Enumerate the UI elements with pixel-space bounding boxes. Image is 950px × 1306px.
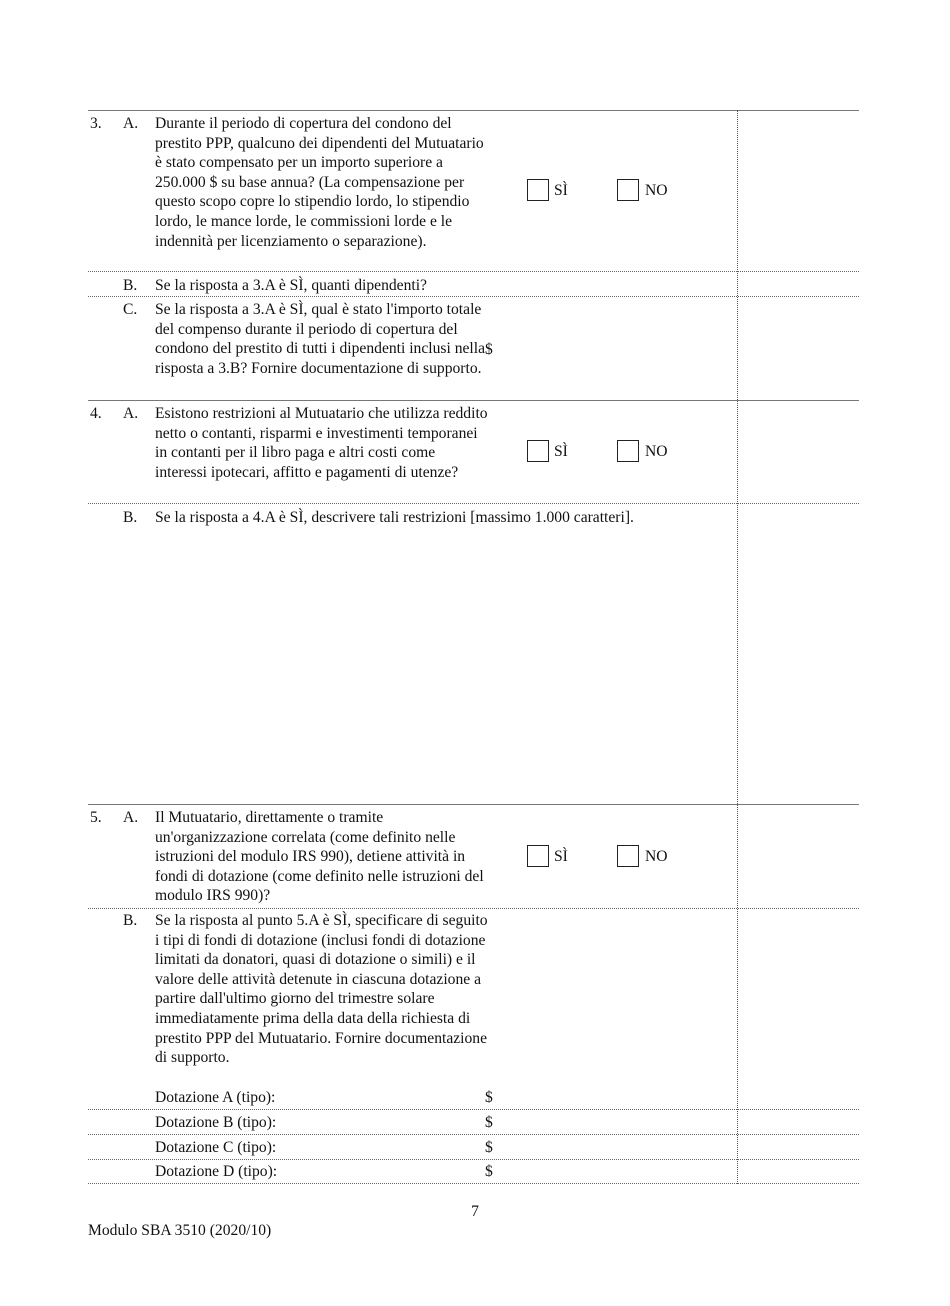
- rule-q3-end: [88, 400, 859, 401]
- q3a-yes-checkbox[interactable]: [527, 179, 549, 201]
- rule-dotazione-b: [88, 1134, 859, 1135]
- q4a-letter: A.: [123, 405, 139, 422]
- q5a-yes-checkbox[interactable]: [527, 845, 549, 867]
- q3c-currency: $: [485, 341, 493, 358]
- form-identifier: Modulo SBA 3510 (2020/10): [88, 1222, 272, 1239]
- q5a-question: Il Mutuatario, direttamente o tramite un'organizzazione correlata (come definito nelle istruzioni del modulo IRS 990), detiene attività in fondi di dotazione (come definito nelle istruzioni del modulo IRS 990)?: [155, 809, 484, 905]
- rule-5a: [88, 908, 859, 909]
- q5a-letter: A.: [123, 809, 139, 826]
- q3a-no-label: NO: [645, 182, 668, 199]
- q4a-no-label: NO: [645, 443, 668, 460]
- q3b-question: Se la risposta a 3.A è SÌ, quanti dipendenti?: [155, 277, 427, 294]
- q5b-question: Se la risposta al punto 5.A è SÌ, specificare di seguito i tipi di fondi di dotazione (inclusi fondi di dotazione limitati da donatori, quasi di dotazione o simili) e il valore delle attività detenute in ciascuna dotazione a partire dall'ultimo giorno del trimestre solare immediatamente prima della data della richiesta di prestito PPP del Mutuatario. Fornire documentazione di supporto.: [155, 912, 488, 1067]
- q5a-yes-label: SÌ: [554, 848, 568, 865]
- dotazione-b-amount-field[interactable]: [500, 1113, 730, 1132]
- rule-top: [88, 110, 859, 111]
- q3a-no-checkbox[interactable]: [617, 179, 639, 201]
- q4b-letter: B.: [123, 509, 138, 526]
- dotazione-d-amount-field[interactable]: [500, 1162, 730, 1181]
- q4a-yes-label: SÌ: [554, 443, 568, 460]
- answer-column-divider: [737, 110, 738, 1184]
- dotazione-a-amount-field[interactable]: [500, 1088, 730, 1107]
- q3c-letter: C.: [123, 301, 138, 318]
- q5-number: 5.: [90, 809, 102, 826]
- rule-3a: [88, 271, 859, 272]
- rule-dotazione-d: [88, 1183, 859, 1184]
- q4a-no-checkbox[interactable]: [617, 440, 639, 462]
- dotazione-d-label: Dotazione D (tipo):: [155, 1163, 278, 1180]
- q4a-yes-checkbox[interactable]: [527, 440, 549, 462]
- q3a-letter: A.: [123, 115, 139, 132]
- q3b-answer-field[interactable]: [742, 276, 854, 294]
- q3a-question: Durante il periodo di copertura del condono del prestito PPP, qualcuno dei dipendenti del Mutuatario è stato compensato per un importo superiore a 250.000 $ su base annua? (La compensazione per questo scopo copre lo stipendio lordo, lo stipendio lordo, le mance lorde, le commissioni lorde e le indennità per licenziamento o separazione).: [155, 115, 484, 250]
- dotazione-d-currency: $: [485, 1163, 493, 1180]
- dotazione-c-label: Dotazione C (tipo):: [155, 1139, 277, 1156]
- q3c-amount-field[interactable]: [500, 338, 730, 360]
- rule-q4-end: [88, 804, 859, 805]
- q3c-question: Se la risposta a 3.A è SÌ, qual è stato l'importo totale del compenso durante il periodo di copertura del condono del prestito di tutti i dipendenti inclusi nella risposta a 3.B? Fornire documentazione di supporto.: [155, 301, 486, 377]
- dotazione-c-currency: $: [485, 1139, 493, 1156]
- rule-4a: [88, 503, 859, 504]
- rule-dotazione-c: [88, 1159, 859, 1160]
- dotazione-a-currency: $: [485, 1089, 493, 1106]
- q5a-no-label: NO: [645, 848, 668, 865]
- q4b-question: Se la risposta a 4.A è SÌ, descrivere tali restrizioni [massimo 1.000 caratteri].: [155, 509, 634, 526]
- dotazione-b-label: Dotazione B (tipo):: [155, 1114, 277, 1131]
- q3-number: 3.: [90, 115, 102, 132]
- page-number: 7: [471, 1203, 479, 1220]
- q3b-letter: B.: [123, 277, 138, 294]
- q5b-letter: B.: [123, 912, 138, 929]
- rule-dotazione-a: [88, 1109, 859, 1110]
- rule-3b: [88, 296, 859, 297]
- q4a-question: Esistono restrizioni al Mutuatario che utilizza reddito netto o contanti, risparmi e investimenti temporanei in contanti per il libro paga e altri costi come interessi ipotecari, affitto e pagamenti di utenze?: [155, 405, 488, 481]
- dotazione-c-amount-field[interactable]: [500, 1138, 730, 1157]
- dotazione-a-label: Dotazione A (tipo):: [155, 1089, 276, 1106]
- dotazione-b-currency: $: [485, 1114, 493, 1131]
- q5a-no-checkbox[interactable]: [617, 845, 639, 867]
- q3a-yes-label: SÌ: [554, 182, 568, 199]
- q4b-restrictions-textarea[interactable]: [155, 532, 730, 798]
- q4-number: 4.: [90, 405, 102, 422]
